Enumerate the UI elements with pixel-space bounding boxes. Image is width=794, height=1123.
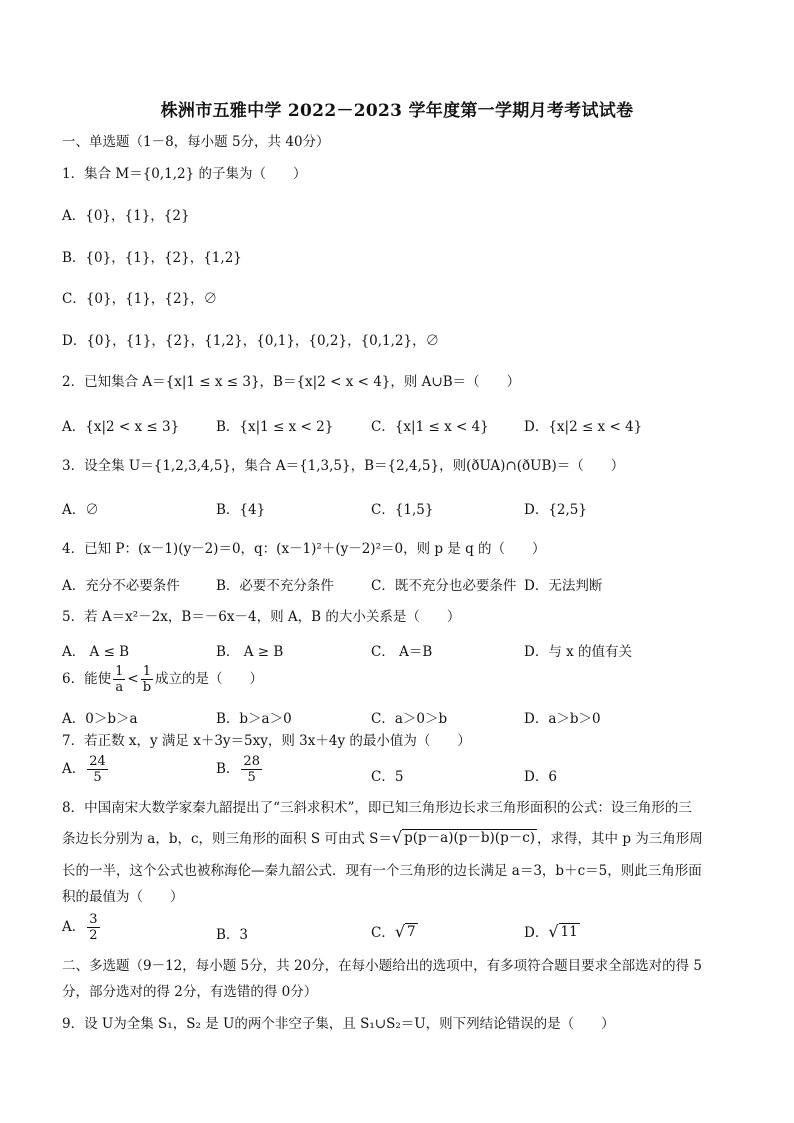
question-8-line-4: 积的最值为（ ） [62, 889, 184, 905]
sqrt-7 [395, 923, 418, 940]
fraction-numerator: 24 [89, 754, 106, 769]
question-7-option-a [62, 754, 110, 785]
radical-sign: √ [548, 922, 559, 941]
question-8-line-3: 长的一半，这个公式也被称海伦—秦九韶公式．现有一个三角形的边长满足 a＝3，b＋c＝5，则此三角形面 [62, 863, 702, 879]
question-3-stem: 3．设全集 U＝{1,2,3,4,5}，集合 A＝{1,3,5}，B＝{2,4,5}，则(ðUA)∩(ðUB)＝（ ） [62, 458, 625, 474]
fraction-denominator: a [115, 680, 124, 695]
question-5-option-c: C． A＝B [371, 644, 433, 660]
question-4-stem: 4．已知 P：(x－1)(y－2)＝0，q：(x－1)²＋(y－2)²＝0，则 p 是 q 的（ ） [62, 541, 546, 557]
question-1-option-a: A．{0}，{1}，{2} [62, 208, 190, 224]
question-7-option-c: C．5 [371, 769, 404, 785]
question-4-option-b: B．必要不充分条件 [216, 578, 334, 594]
radical-sign: √ [391, 828, 403, 847]
fraction-denominator: 2 [89, 928, 98, 943]
question-8-line-2 [62, 829, 754, 848]
question-6-stem [62, 664, 754, 695]
option-label: B． [216, 761, 240, 777]
question-3-option-c: C．{1,5} [371, 502, 434, 518]
question-4-option-c: C．既不充分也必要条件 [371, 578, 517, 594]
radicand: 11 [560, 924, 578, 940]
question-4-option-a: A．充分不必要条件 [62, 578, 180, 594]
fraction-numerator: 1 [142, 664, 151, 679]
question-1-stem: 1．集合 M＝{0,1,2} 的子集为（ ） [62, 166, 307, 182]
question-8-line-2-prefix: 条边长分别为 a，b，c，则三角形的面积 S 可由式 S＝ [62, 831, 392, 847]
question-1-option-b: B．{0}，{1}，{2}，{1,2} [62, 250, 242, 266]
question-3-option-a: A．∅ [62, 502, 99, 518]
question-3-option-d: D．{2,5} [524, 502, 587, 518]
question-6-fraction-1-over-b [141, 664, 153, 695]
question-8-line-2-suffix: ，求得，其中 p 为三角形周 [537, 831, 703, 847]
option-label: A． [62, 761, 86, 777]
question-2-stem: 2．已知集合 A＝{x|1 ≤ x ≤ 3}，B＝{x|2 < x < 4}，则 A∪B＝（ ） [62, 374, 521, 390]
question-1-option-d: D．{0}，{1}，{2}，{1,2}，{0,1}，{0,2}，{0,1,2}，∅ [62, 333, 440, 349]
fraction-denominator: 5 [93, 770, 102, 785]
fraction-numerator: 28 [243, 754, 260, 769]
sqrt-11 [548, 923, 579, 940]
question-7-option-b [216, 754, 264, 785]
section-heading-multiple-choice-line-1: 二、多选题（9－12，每小题 5分，共 20分，在每小题给出的选项中，有多项符合题目要求全部选对的得 5 [62, 958, 702, 974]
question-7-stem: 7．若正数 x，y 满足 x＋3y＝5xy，则 3x＋4y 的最小值为（ ） [62, 733, 471, 749]
option-label: A． [62, 919, 86, 935]
question-2-option-a: A．{x|2 < x ≤ 3} [62, 419, 180, 435]
fraction-28-over-5 [241, 754, 262, 785]
less-than-sign: < [127, 671, 139, 687]
question-1-option-c: C．{0}，{1}，{2}，∅ [62, 291, 218, 307]
question-8-option-b: B．3 [216, 927, 249, 943]
fraction-3-over-2 [87, 912, 99, 943]
question-2-option-c: C．{x|1 ≤ x < 4} [371, 419, 489, 435]
question-6-stem-suffix: 成立的是（ ） [155, 671, 264, 687]
question-8-option-c [371, 921, 418, 941]
radicand: p(p－a)(p－b)(p－c) [404, 830, 536, 846]
question-7-option-d: D．6 [524, 769, 557, 785]
question-6-option-c: C．a＞0＞b [371, 711, 448, 727]
question-6-stem-prefix: 6．能使 [62, 671, 112, 687]
question-6-option-a: A．0＞b＞a [62, 711, 138, 727]
fraction-numerator: 3 [89, 912, 98, 927]
section-heading-single-choice: 一、单选题（1－8，每小题 5分，共 40分） [62, 134, 330, 150]
question-5-option-d: D．与 x 的值有关 [524, 644, 633, 660]
question-5-stem: 5．若 A＝x²－2x，B＝－6x－4，则 A，B 的大小关系是（ ） [62, 609, 461, 625]
fraction-denominator: b [142, 680, 152, 695]
section-heading-multiple-choice-line-2: 分，部分选对的得 2分，有选错的得 0分） [62, 984, 318, 1000]
fraction-numerator: 1 [115, 664, 124, 679]
question-8-option-d [524, 921, 580, 941]
question-4-option-d: D．无法判断 [524, 578, 603, 594]
question-6-option-b: B．b＞a＞0 [216, 711, 292, 727]
page-title: 株洲市五雅中学 2022－2023 学年度第一学期月考考试试卷 [160, 101, 634, 121]
heron-formula-sqrt [392, 829, 537, 846]
fraction-denominator: 5 [247, 770, 256, 785]
question-8-option-a [62, 912, 102, 943]
fraction-24-over-5 [87, 754, 108, 785]
question-2-option-b: B．{x|1 ≤ x < 2} [216, 419, 334, 435]
question-5-option-b: B． A ≥ B [216, 644, 284, 660]
question-3-option-b: B．{4} [216, 502, 266, 518]
radical-sign: √ [394, 922, 406, 941]
option-label: D． [524, 925, 549, 941]
radicand: 7 [407, 924, 416, 940]
question-2-option-d: D．{x|2 ≤ x < 4} [524, 419, 643, 435]
question-8-line-1: 8．中国南宋大数学家秦九韶提出了“三斜求积术”，即已知三角形边长求三角形面积的公式：设三角形的三 [62, 800, 692, 816]
question-6-option-d: D．a＞b＞0 [524, 711, 601, 727]
question-9-stem: 9．设 U为全集 S₁，S₂ 是 U的两个非空子集，且 S₁∪S₂＝U，则下列结论错误的是（ ） [62, 1016, 615, 1032]
option-label: C． [371, 925, 395, 941]
question-5-option-a: A． A ≤ B [62, 644, 130, 660]
question-6-fraction-1-over-a [113, 664, 125, 695]
